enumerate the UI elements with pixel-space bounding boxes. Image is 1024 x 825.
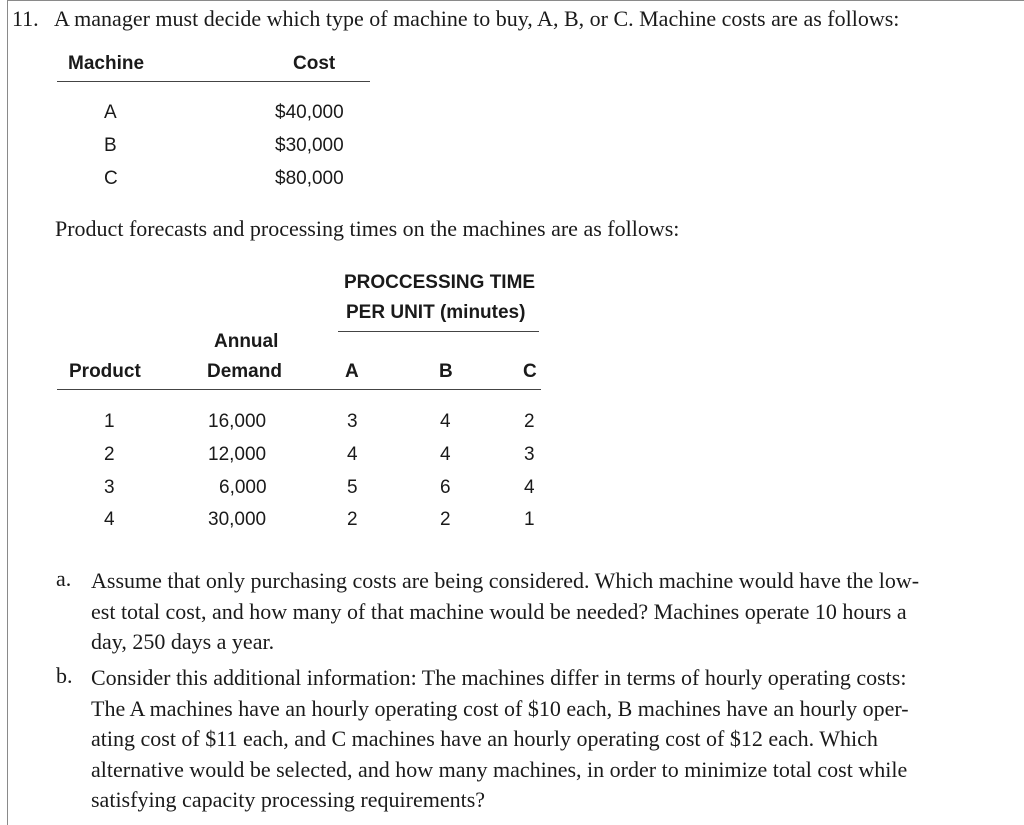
time-a-cell: 5 <box>347 477 358 498</box>
part-b-line: Consider this additional information: The machines differ in terms of hourly operating costs: <box>91 665 907 690</box>
cost-row-machine: C <box>104 168 118 189</box>
part-b-line: ating cost of $11 each, and C machines have an hourly operating cost of $12 each. Which <box>91 726 878 751</box>
time-b-cell: 2 <box>440 509 451 530</box>
product-header-rule <box>57 389 541 390</box>
demand-cell: 6,000 <box>219 477 267 498</box>
question-number: 11. <box>12 6 39 31</box>
demand-header-line2: Demand <box>207 361 282 382</box>
part-b-text <box>91 663 1001 816</box>
time-b-cell: 4 <box>440 411 451 432</box>
time-c-cell: 4 <box>524 477 535 498</box>
product-cell: 4 <box>104 509 115 530</box>
part-a-line: day, 250 days a year. <box>91 629 275 654</box>
time-c-cell: 1 <box>524 509 535 530</box>
cost-row-cost: $80,000 <box>275 168 344 189</box>
cost-row-cost: $40,000 <box>275 102 344 123</box>
time-header-c: C <box>523 361 537 382</box>
time-header-b: B <box>439 361 453 382</box>
time-b-cell: 6 <box>440 477 451 498</box>
intro-paragraph: Product forecasts and processing times on the machines are as follows: <box>55 216 680 241</box>
part-a-line: est total cost, and how many of that machine would be needed? Machines operate 10 hours a <box>91 598 907 624</box>
product-header: Product <box>69 361 141 382</box>
cost-header-machine: Machine <box>68 53 145 74</box>
part-b-line: The A machines have an hourly operating cost of $10 each, B machines have an hourly oper- <box>91 695 909 721</box>
product-cell: 2 <box>104 444 115 465</box>
time-b-cell: 4 <box>440 444 451 465</box>
time-a-cell: 4 <box>347 444 358 465</box>
demand-cell: 12,000 <box>208 444 267 465</box>
group-header-line1: PROCCESSING TIME <box>344 272 536 293</box>
part-b-line: satisfying capacity processing requirements? <box>91 787 486 812</box>
part-b-label: b. <box>56 663 73 688</box>
demand-cell: 30,000 <box>208 509 267 530</box>
part-a-line: Assume that only purchasing costs are being considered. Which machine would have the low- <box>91 568 920 593</box>
question-text: A manager must decide which type of machine to buy, A, B, or C. Machine costs are as follows: <box>54 6 900 31</box>
part-a-text <box>91 566 1001 658</box>
cost-row-cost: $30,000 <box>275 135 344 156</box>
time-header-a: A <box>345 361 359 382</box>
product-cell: 3 <box>104 477 115 498</box>
part-a-label: a. <box>56 566 72 591</box>
group-header-line2: PER UNIT (minutes) <box>346 302 526 323</box>
time-a-cell: 2 <box>347 509 358 530</box>
cost-row-machine: B <box>104 135 117 156</box>
cost-row-machine: A <box>104 102 117 123</box>
cost-header-rule <box>57 81 370 82</box>
time-c-cell: 3 <box>524 444 535 465</box>
group-header-rule <box>338 331 539 332</box>
demand-header-line1: Annual <box>214 331 279 352</box>
part-b-line: alternative would be selected, and how many machines, in order to minimize total cost while <box>91 756 908 782</box>
demand-cell: 16,000 <box>208 411 267 432</box>
time-c-cell: 2 <box>524 411 535 432</box>
cost-header-cost: Cost <box>293 53 336 74</box>
time-a-cell: 3 <box>347 411 358 432</box>
product-cell: 1 <box>104 411 115 432</box>
